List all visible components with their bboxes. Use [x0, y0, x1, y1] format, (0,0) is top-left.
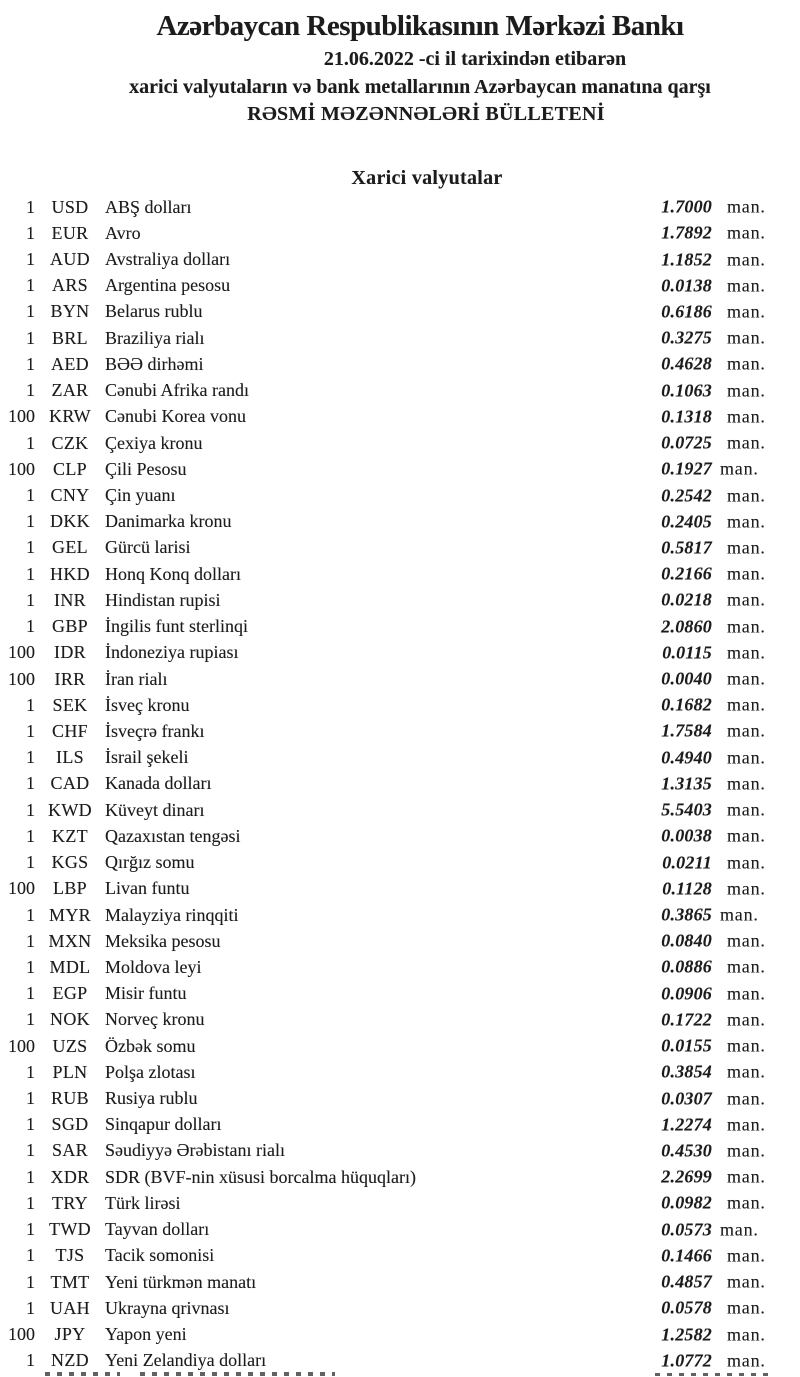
currency-code-cell: NOK — [50, 1009, 90, 1030]
unit-label-cell: man. — [727, 563, 766, 584]
quantity-cell: 1 — [26, 825, 35, 846]
quantity-cell: 1 — [26, 1140, 35, 1161]
quantity-cell: 1 — [26, 1009, 35, 1030]
currency-code-cell: UZS — [52, 1035, 88, 1056]
currency-name-cell: Çexiya kronu — [105, 432, 203, 453]
quantity-cell: 1 — [26, 773, 35, 794]
currency-code-cell: IRR — [54, 668, 86, 689]
unit-label-cell: man. — [727, 1297, 766, 1318]
currency-code-cell: KWD — [48, 799, 92, 820]
unit-label-cell: man. — [727, 1271, 766, 1292]
currency-name-cell: Honq Konq dolları — [105, 563, 241, 584]
currency-code-cell: UAH — [50, 1297, 90, 1318]
unit-label-cell: man. — [727, 852, 766, 873]
quantity-cell: 1 — [26, 222, 35, 243]
currency-name-cell: Argentina pesosu — [105, 275, 231, 296]
rate-value-cell: 0.1722 — [661, 1009, 712, 1030]
currency-name-cell: Misir funtu — [105, 983, 187, 1004]
currency-code-cell: INR — [54, 589, 86, 610]
table-row — [0, 1164, 800, 1190]
quantity-cell: 1 — [26, 563, 35, 584]
rate-value-cell: 0.4530 — [661, 1140, 712, 1161]
table-row — [0, 797, 800, 823]
quantity-cell: 100 — [8, 406, 35, 427]
currency-name-cell: Belarus rublu — [105, 301, 203, 322]
subject-line: xarici valyutaların və bank metallarının Azərbaycan manatına qarşı — [129, 76, 711, 98]
unit-label-cell: man. — [727, 878, 766, 899]
currency-code-cell: BYN — [50, 301, 90, 322]
rate-value-cell: 0.6186 — [661, 301, 712, 322]
quantity-cell: 1 — [26, 852, 35, 873]
currency-code-cell: KZT — [52, 825, 88, 846]
rate-value-cell: 2.0860 — [661, 616, 712, 637]
table-row — [0, 482, 800, 508]
unit-label-cell: man. — [727, 1061, 766, 1082]
table-row — [0, 771, 800, 797]
rate-value-cell: 0.0040 — [661, 668, 712, 689]
table-row — [0, 246, 800, 272]
quantity-cell: 1 — [26, 1350, 35, 1371]
currency-name-cell: Cənubi Korea vonu — [105, 406, 246, 427]
currency-code-cell: JPY — [54, 1324, 86, 1345]
table-row — [0, 378, 800, 404]
rate-value-cell: 0.0307 — [661, 1088, 712, 1109]
table-row — [0, 666, 800, 692]
rate-value-cell: 0.2405 — [661, 511, 712, 532]
table-row — [0, 928, 800, 954]
rate-value-cell: 0.0211 — [662, 852, 712, 873]
table-row — [0, 1243, 800, 1269]
currency-code-cell: DKK — [50, 511, 90, 532]
rate-value-cell: 0.1318 — [661, 406, 712, 427]
table-row — [0, 1085, 800, 1111]
table-row — [0, 1321, 800, 1347]
currency-code-cell: SEK — [52, 694, 88, 715]
currency-name-cell: İsrail şekeli — [105, 747, 189, 768]
quantity-cell: 1 — [26, 1245, 35, 1266]
currency-code-cell: IDR — [54, 642, 86, 663]
currency-code-cell: NZD — [51, 1350, 89, 1371]
quantity-cell: 1 — [26, 616, 35, 637]
currency-code-cell: ZAR — [51, 380, 89, 401]
currency-name-cell: Meksika pesosu — [105, 930, 221, 951]
cutoff-glyph-fragment — [45, 1372, 120, 1376]
rate-value-cell: 0.0038 — [661, 825, 712, 846]
currency-name-cell: Küveyt dinarı — [105, 799, 205, 820]
rate-value-cell: 0.0218 — [661, 589, 712, 610]
quantity-cell: 1 — [26, 1114, 35, 1135]
quantity-cell: 1 — [26, 720, 35, 741]
currency-name-cell: Yeni Zelandiya dolları — [105, 1350, 267, 1371]
rate-value-cell: 0.0725 — [661, 432, 712, 453]
currency-name-cell: ABŞ dolları — [105, 196, 192, 217]
rate-value-cell: 0.3854 — [661, 1061, 712, 1082]
quantity-cell: 1 — [26, 511, 35, 532]
rate-value-cell: 0.3275 — [661, 327, 712, 348]
currency-name-cell: İsveçrə frankı — [105, 720, 205, 741]
quantity-cell: 1 — [26, 1061, 35, 1082]
currency-name-cell: Polşa zlotası — [105, 1061, 196, 1082]
rate-value-cell: 0.4857 — [661, 1271, 712, 1292]
quantity-cell: 1 — [26, 589, 35, 610]
quantity-cell: 1 — [26, 196, 35, 217]
currency-name-cell: Tacik somonisi — [105, 1245, 215, 1266]
unit-label-cell: man. — [727, 668, 766, 689]
rate-value-cell: 0.1927 — [661, 458, 712, 479]
currency-name-cell: Kanada dolları — [105, 773, 212, 794]
unit-label-cell: man. — [727, 1245, 766, 1266]
currency-code-cell: CAD — [50, 773, 90, 794]
currency-code-cell: CHF — [52, 720, 88, 741]
currency-name-cell: İran rialı — [105, 668, 168, 689]
unit-label-cell: man. — [727, 1009, 766, 1030]
currency-name-cell: Yapon yeni — [105, 1324, 187, 1345]
currency-name-cell: Gürcü larisi — [105, 537, 191, 558]
currency-code-cell: TMT — [50, 1271, 90, 1292]
currency-name-cell: Cənubi Afrika randı — [105, 380, 249, 401]
rate-value-cell: 0.0115 — [662, 642, 712, 663]
section-title-foreign-currencies: Xarici valyutalar — [351, 167, 503, 189]
effective-date-line: 21.06.2022 -ci il tarixindən etibarən — [323, 48, 627, 70]
currency-name-cell: Tayvan dolları — [105, 1219, 210, 1240]
currency-code-cell: MXN — [48, 930, 92, 951]
unit-label-cell: man. — [727, 1166, 766, 1187]
table-row — [0, 876, 800, 902]
table-row — [0, 902, 800, 928]
unit-label-cell: man. — [727, 327, 766, 348]
table-row — [0, 587, 800, 613]
table-row — [0, 1007, 800, 1033]
quantity-cell: 1 — [26, 1297, 35, 1318]
rate-value-cell: 5.5403 — [661, 799, 712, 820]
cutoff-glyph-fragment — [655, 1373, 770, 1376]
currency-code-cell: GBP — [52, 616, 88, 637]
currency-code-cell: TRY — [52, 1192, 88, 1213]
quantity-cell: 100 — [8, 668, 35, 689]
unit-label-cell: man. — [727, 956, 766, 977]
currency-code-cell: TWD — [49, 1219, 91, 1240]
currency-code-cell: LBP — [53, 878, 87, 899]
unit-label-cell: man. — [727, 485, 766, 506]
table-row — [0, 823, 800, 849]
table-row — [0, 351, 800, 377]
quantity-cell: 1 — [26, 249, 35, 270]
currency-code-cell: EUR — [51, 222, 89, 243]
quantity-cell: 1 — [26, 1271, 35, 1292]
unit-label-cell: man. — [727, 1114, 766, 1135]
table-row — [0, 954, 800, 980]
currency-name-cell: Norveç kronu — [105, 1009, 205, 1030]
currency-name-cell: Ukrayna qrivnası — [105, 1297, 230, 1318]
currency-code-cell: CZK — [51, 432, 89, 453]
currency-name-cell: Çili Pesosu — [105, 458, 187, 479]
table-row — [0, 456, 800, 482]
quantity-cell: 1 — [26, 747, 35, 768]
quantity-cell: 1 — [26, 930, 35, 951]
unit-label-cell: man. — [727, 380, 766, 401]
currency-code-cell: KRW — [49, 406, 91, 427]
table-row — [0, 509, 800, 535]
currency-name-cell: Özbək somu — [105, 1035, 196, 1056]
rate-value-cell: 1.3135 — [661, 773, 712, 794]
unit-label-cell: man. — [720, 458, 759, 479]
unit-label-cell: man. — [727, 642, 766, 663]
table-row — [0, 1112, 800, 1138]
unit-label-cell: man. — [727, 1192, 766, 1213]
unit-label-cell: man. — [720, 1219, 759, 1240]
cutoff-glyph-fragment — [140, 1372, 335, 1376]
currency-name-cell: Türk lirəsi — [105, 1192, 181, 1213]
currency-name-cell: Danimarka kronu — [105, 511, 232, 532]
unit-label-cell: man. — [727, 537, 766, 558]
currency-code-cell: PLN — [52, 1061, 88, 1082]
currency-name-cell: BƏƏ dirhəmi — [105, 353, 204, 374]
currency-name-cell: Çin yuanı — [105, 485, 176, 506]
currency-code-cell: AUD — [50, 249, 90, 270]
currency-code-cell: GEL — [52, 537, 88, 558]
quantity-cell: 1 — [26, 1166, 35, 1187]
quantity-cell: 100 — [8, 1324, 35, 1345]
rate-value-cell: 0.1682 — [661, 694, 712, 715]
currency-name-cell: Yeni türkmən manatı — [105, 1271, 257, 1292]
rate-value-cell: 0.1466 — [661, 1245, 712, 1266]
rate-value-cell: 1.0772 — [661, 1350, 712, 1371]
unit-label-cell: man. — [727, 275, 766, 296]
quantity-cell: 1 — [26, 983, 35, 1004]
table-row — [0, 561, 800, 587]
quantity-cell: 1 — [26, 956, 35, 977]
table-row — [0, 614, 800, 640]
rate-value-cell: 0.1128 — [662, 878, 712, 899]
table-row — [0, 220, 800, 246]
currency-name-cell: Qırğız somu — [105, 852, 195, 873]
unit-label-cell: man. — [727, 799, 766, 820]
table-row — [0, 194, 800, 220]
currency-code-cell: HKD — [50, 563, 90, 584]
currency-code-cell: USD — [51, 196, 89, 217]
currency-name-cell: İsveç kronu — [105, 694, 190, 715]
quantity-cell: 1 — [26, 799, 35, 820]
rate-value-cell: 0.0573 — [661, 1219, 712, 1240]
quantity-cell: 100 — [8, 458, 35, 479]
currency-name-cell: Avro — [105, 222, 141, 243]
table-row — [0, 299, 800, 325]
currency-name-cell: Avstraliya dolları — [105, 249, 231, 270]
currency-name-cell: Rusiya rublu — [105, 1088, 198, 1109]
currency-code-cell: CNY — [50, 485, 90, 506]
unit-label-cell: man. — [727, 1035, 766, 1056]
currency-code-cell: BRL — [52, 327, 88, 348]
rate-value-cell: 0.4940 — [661, 747, 712, 768]
unit-label-cell: man. — [727, 747, 766, 768]
rate-value-cell: 0.0138 — [661, 275, 712, 296]
unit-label-cell: man. — [727, 1350, 766, 1371]
unit-label-cell: man. — [727, 301, 766, 322]
unit-label-cell: man. — [727, 589, 766, 610]
table-row — [0, 1138, 800, 1164]
unit-label-cell: man. — [727, 353, 766, 374]
bank-title: Azərbaycan Respublikasının Mərkəzi Bankı — [156, 10, 684, 42]
quantity-cell: 1 — [26, 1219, 35, 1240]
currency-name-cell: Qazaxıstan tengəsi — [105, 825, 241, 846]
table-row — [0, 273, 800, 299]
unit-label-cell: man. — [727, 1140, 766, 1161]
rate-value-cell: 0.3865 — [661, 904, 712, 925]
unit-label-cell: man. — [727, 930, 766, 951]
table-row — [0, 325, 800, 351]
unit-label-cell: man. — [727, 432, 766, 453]
unit-label-cell: man. — [727, 222, 766, 243]
quantity-cell: 1 — [26, 1088, 35, 1109]
rate-value-cell: 0.2166 — [661, 563, 712, 584]
rate-value-cell: 0.0886 — [661, 956, 712, 977]
currency-code-cell: RUB — [51, 1088, 89, 1109]
currency-name-cell: Malayziya rinqqiti — [105, 904, 239, 925]
currency-code-cell: MYR — [49, 904, 91, 925]
currency-name-cell: Moldova leyi — [105, 956, 202, 977]
table-row — [0, 1190, 800, 1216]
rate-value-cell: 1.7000 — [661, 196, 712, 217]
currency-code-cell: TJS — [55, 1245, 85, 1266]
rate-value-cell: 0.0840 — [661, 930, 712, 951]
currency-code-cell: KGS — [51, 852, 89, 873]
quantity-cell: 100 — [8, 1035, 35, 1056]
rate-value-cell: 0.0982 — [661, 1192, 712, 1213]
quantity-cell: 100 — [8, 642, 35, 663]
rate-value-cell: 0.2542 — [661, 485, 712, 506]
rate-value-cell: 0.1063 — [661, 380, 712, 401]
rate-value-cell: 2.2699 — [661, 1166, 712, 1187]
quantity-cell: 1 — [26, 1192, 35, 1213]
table-row — [0, 692, 800, 718]
quantity-cell: 1 — [26, 485, 35, 506]
currency-code-cell: ARS — [52, 275, 88, 296]
table-row — [0, 404, 800, 430]
table-row — [0, 718, 800, 744]
rate-value-cell: 0.0155 — [661, 1035, 712, 1056]
table-row — [0, 1269, 800, 1295]
quantity-cell: 1 — [26, 327, 35, 348]
currency-code-cell: EGP — [52, 983, 88, 1004]
quantity-cell: 1 — [26, 432, 35, 453]
rate-value-cell: 1.7584 — [661, 720, 712, 741]
unit-label-cell: man. — [727, 825, 766, 846]
rate-value-cell: 0.5817 — [661, 537, 712, 558]
currency-name-cell: Səudiyyə Ərəbistanı rialı — [105, 1140, 285, 1161]
unit-label-cell: man. — [720, 904, 759, 925]
rate-value-cell: 1.2582 — [661, 1324, 712, 1345]
unit-label-cell: man. — [727, 773, 766, 794]
quantity-cell: 100 — [8, 878, 35, 899]
currency-code-cell: SAR — [52, 1140, 88, 1161]
currency-name-cell: İngilis funt sterlinqi — [105, 616, 248, 637]
unit-label-cell: man. — [727, 406, 766, 427]
currency-code-cell: XDR — [50, 1166, 90, 1187]
rate-value-cell: 1.2274 — [661, 1114, 712, 1135]
table-row — [0, 1295, 800, 1321]
unit-label-cell: man. — [727, 511, 766, 532]
currency-code-cell: CLP — [53, 458, 87, 479]
currency-code-cell: ILS — [56, 747, 84, 768]
quantity-cell: 1 — [26, 353, 35, 374]
table-row — [0, 1217, 800, 1243]
currency-code-cell: MDL — [49, 956, 91, 977]
unit-label-cell: man. — [727, 1088, 766, 1109]
table-row — [0, 640, 800, 666]
currency-name-cell: İndoneziya rupiası — [105, 642, 239, 663]
unit-label-cell: man. — [727, 1324, 766, 1345]
cutoff-next-row — [0, 1371, 800, 1377]
table-row — [0, 1033, 800, 1059]
rate-value-cell: 0.0578 — [661, 1297, 712, 1318]
unit-label-cell: man. — [727, 196, 766, 217]
rate-value-cell: 1.7892 — [661, 222, 712, 243]
quantity-cell: 1 — [26, 380, 35, 401]
quantity-cell: 1 — [26, 275, 35, 296]
quantity-cell: 1 — [26, 537, 35, 558]
quantity-cell: 1 — [26, 694, 35, 715]
currency-code-cell: SGD — [51, 1114, 89, 1135]
table-row — [0, 745, 800, 771]
unit-label-cell: man. — [727, 983, 766, 1004]
table-row — [0, 430, 800, 456]
currency-name-cell: Sinqapur dolları — [105, 1114, 222, 1135]
currency-name-cell: Livan funtu — [105, 878, 190, 899]
rate-value-cell: 1.1852 — [661, 249, 712, 270]
unit-label-cell: man. — [727, 616, 766, 637]
rate-value-cell: 0.4628 — [661, 353, 712, 374]
quantity-cell: 1 — [26, 904, 35, 925]
unit-label-cell: man. — [727, 694, 766, 715]
rate-value-cell: 0.0906 — [661, 983, 712, 1004]
table-row — [0, 1059, 800, 1085]
table-row — [0, 1348, 800, 1374]
unit-label-cell: man. — [727, 720, 766, 741]
exchange-rates-table — [0, 194, 800, 1374]
table-row — [0, 849, 800, 875]
currency-name-cell: Braziliya rialı — [105, 327, 205, 348]
bulletin-heading: RƏSMİ MƏZƏNNƏLƏRİ BÜLLETENİ — [247, 103, 605, 125]
currency-name-cell: SDR (BVF-nin xüsusi borcalma hüquqları) — [105, 1166, 416, 1187]
table-row — [0, 981, 800, 1007]
quantity-cell: 1 — [26, 301, 35, 322]
currency-name-cell: Hindistan rupisi — [105, 589, 221, 610]
table-row — [0, 535, 800, 561]
currency-code-cell: AED — [51, 353, 89, 374]
unit-label-cell: man. — [727, 249, 766, 270]
